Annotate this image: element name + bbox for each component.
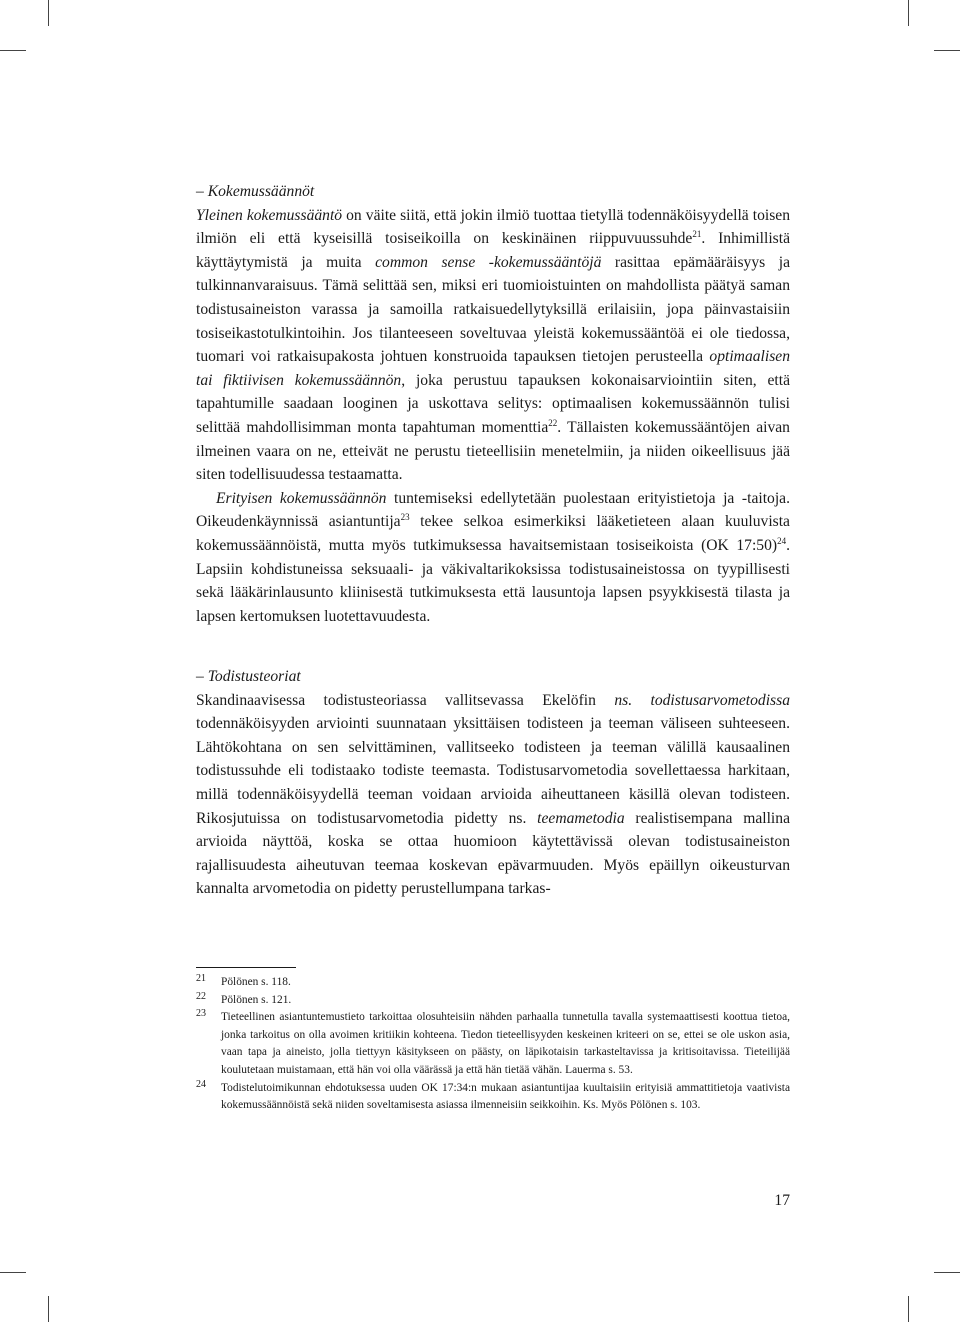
footnote-ref-22[interactable]: 22 xyxy=(548,417,558,428)
footnote-text: Pölönen s. 121. xyxy=(221,993,292,1006)
text-run: , joka perustuu tapauksen kokonaisarviointiin siten, että tapahtumille saadaan looginen ja uskottava selitys: optimaalisen kokemussäännön tulisi selittää mahdollisimman monta tapahtuman momenttia xyxy=(196,371,790,436)
text-run: . Lapsiin kohdistuneissa seksuaali- ja väkivaltarikoksissa todistusaineistossa on tyypillisesti sekä lääkärinlausunto kliinisestä tutkimuksesta että lausuntoja lapsen psyykkisestä tilasta ja lapsen kertomuksen luotettavuudesta. xyxy=(196,536,790,625)
crop-mark-top-left-h xyxy=(0,50,26,51)
text-run: . Tällaisten kokemussääntöjen aivan ilmeinen vaara on ne, etteivät ne perustu tieteellisiin menetelmiin, ja niiden oikeellisuus jää siten todellisuudessa testaamatta. xyxy=(196,418,790,484)
footnote-number: 21 xyxy=(196,973,206,984)
crop-mark-top-right-h xyxy=(934,50,960,51)
footnote-ref-23[interactable]: 23 xyxy=(400,512,410,523)
footnote-22 xyxy=(196,992,790,1010)
paragraph-todistusarvometodi xyxy=(196,689,790,901)
footnotes xyxy=(196,974,790,1115)
emphasis-text: optimaalisen tai fiktiivisen kokemussäännön xyxy=(196,348,790,389)
section-todistusteoriat xyxy=(196,665,790,901)
crop-mark-top-left xyxy=(48,0,49,26)
footnote-text: Pölönen s. 118. xyxy=(221,976,291,988)
crop-mark-bottom-left xyxy=(48,1296,49,1322)
footnote-number: 24 xyxy=(196,1078,206,1090)
footnote-number: 22 xyxy=(196,990,206,1002)
footnote-number: 23 xyxy=(196,1008,206,1020)
text-run: tekee selkoa esimerkiksi lääketieteen alaan kuuluvista kokemussäännöistä, mutta myös tutkimuksessa havaitsemistaan tosiseikoista (OK 17:50) xyxy=(196,513,790,554)
text-run: tuntemiseksi edellytetään puolestaan erityistietoja ja -taitoja. Oikeudenkäynnissä asiantuntija xyxy=(196,489,790,531)
crop-mark-bottom-left-h xyxy=(0,1272,26,1273)
text-run: rasittaa epämääräisyys ja tulkinnanvaraisuus. Tämä selittää sen, miksi eri tuomioistuinten on mahdollista päätyä saman todistusaineiston varassa ja samoilla ratkaisuedellytyksillä erilaisiin, jopa päinvastaisiin tosiseikastotulkintoihin. Jos tilanteeseen soveltuvaa yleistä kokemussääntöä ei ole tiedossa, tuomari voi ratkaisupakosta johtuen konstruoida tapauksen tietojen perusteella xyxy=(196,253,790,366)
footnote-ref-21[interactable]: 21 xyxy=(692,229,702,239)
crop-mark-bottom-right xyxy=(908,1296,909,1322)
text-run: Skandinaavisessa todistusteoriassa vallitsevassa Ekelöfin xyxy=(196,691,615,709)
footnote-ref-24[interactable]: 24 xyxy=(777,535,787,546)
section-kokemussaannot xyxy=(196,180,790,628)
footnote-23 xyxy=(196,1009,790,1079)
emphasis-text: common sense -kokemussääntöjä xyxy=(375,253,602,271)
footnote-24 xyxy=(196,1080,790,1115)
footnote-text: Todistelutoimikunnan ehdotuksessa uuden OK 17:34:n mukaan asiantuntijaa kuultaisiin erityisiä ammattitietoja vaativista kokemussäännöistä sekä niiden soveltamisesta asiassa ilmenneisiin seikkoihin. Ks. Myös Pölönen s. 103. xyxy=(221,1081,790,1112)
crop-mark-bottom-right-h xyxy=(934,1272,960,1273)
paragraph-erityinen-kokemussaanto xyxy=(196,487,790,629)
emphasis-text: teemametodia xyxy=(537,809,625,827)
emphasis-text: Yleinen kokemussääntö xyxy=(196,206,343,224)
footnote-separator xyxy=(196,967,296,968)
section-heading: – Todistusteoriat xyxy=(196,668,301,685)
text-run: . Inhimillistä käyttäytymistä ja muita xyxy=(196,230,790,271)
text-run: todennäköisyyden arviointi suunnataan yksittäisen todisteen ja teeman väliseen suhteeseen. Lähtökohtana on sen selvittäminen, vallitseeko todisteen ja teeman välillä kausaalinen todistussuhde eli todistaako todiste teemasta. Todistusarvometodia sovellettaessa harkitaan, millä todennäköisyydellä teeman voidaan arvioida aiheuttaneen käsillä olevan todisteen. Rikosjutuissa on todistusarvometodia pidetty ns. xyxy=(196,715,790,827)
footnote-21 xyxy=(196,974,790,992)
text-run: on väite siitä, että jokin ilmiö tuottaa tietyllä todennäköisyydellä toisen ilmiön eli että kyseisillä tosiseikoilla on keskinäinen riippuvuussuhde xyxy=(196,206,790,248)
text-run: realistisempana mallina arvioida näyttöä, koska se ottaa huomioon käytettävissä olevan todistusaineiston rajallisuudesta aiheutuvan teemaa koskevan epävarmuuden. Myös epäillyn oikeusturvan kannalta arvometodia on pidetty perustellumpana tarkas- xyxy=(196,809,790,898)
crop-mark-top-right xyxy=(908,0,909,26)
emphasis-text: Erityisen kokemussäännön xyxy=(216,489,387,507)
footnote-text: Tieteellinen asiantuntemustieto tarkoittaa olosuhteisiin nähden parhaalla tunnetulla tavalla systemaattisesti koottua tietoa, jonka tarkoitus on olla avoimen kritiikin kohteena. Tiedon tieteellisyyden keskeinen kriteeri on se, ettei se ole uskon asia, vaan tapa ja aineisto, jolla tiettyyn käsitykseen on päästy, on läpikotaisin tarkasteltavissa ja kritisoitavissa. Tieteilijää koulutetaan muistamaan, että hän voi olla väärässä ja että hän tietää vähän. Lauerma s. 53. xyxy=(221,1011,790,1076)
emphasis-text: ns. todistusarvometodissa xyxy=(614,691,790,709)
page-number: 17 xyxy=(774,1192,790,1209)
paragraph-yleinen-kokemussaanto xyxy=(196,204,790,487)
section-heading: – Kokemussäännöt xyxy=(196,183,315,200)
